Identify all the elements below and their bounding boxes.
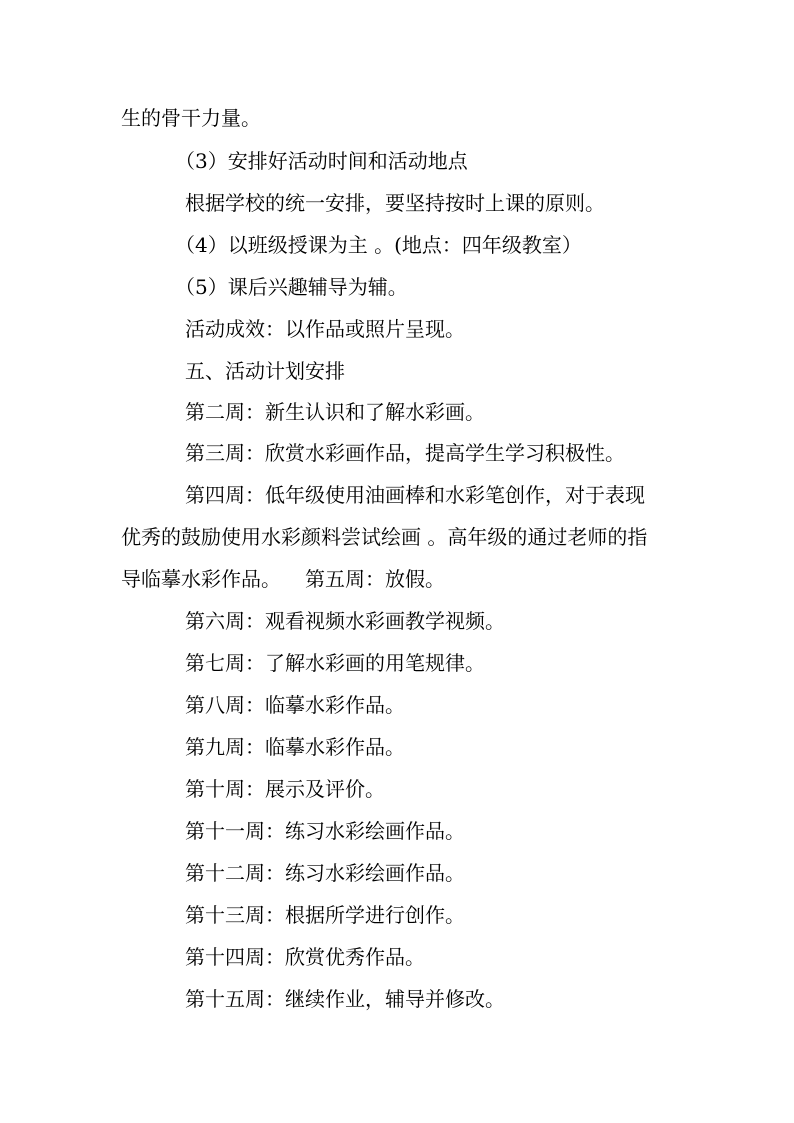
paragraph-line: 根据学校的统一安排，要坚持按时上课的原则。 xyxy=(185,191,605,215)
schedule-line: 第十三周：根据所学进行创作。 xyxy=(185,903,465,927)
paragraph-line: 活动成效：以作品或照片呈现。 xyxy=(185,317,465,341)
paragraph-line: （3）安排好活动时间和活动地点 xyxy=(175,149,468,173)
paragraph-line: 生的骨干力量。 xyxy=(121,106,261,130)
schedule-line: 第八周：临摹水彩作品。 xyxy=(185,693,405,717)
schedule-line: 第六周：观看视频水彩画教学视频。 xyxy=(185,609,505,633)
schedule-line: 第七周：了解水彩画的用笔规律。 xyxy=(185,651,485,675)
paragraph-fragment: 导临摹水彩作品。 xyxy=(121,567,281,591)
paragraph-line: （4）以班级授课为主 。(地点：四年级教室） xyxy=(175,233,582,257)
schedule-fragment: 第五周：放假。 xyxy=(305,567,445,591)
schedule-line: 第三周：欣赏水彩画作品，提高学生学习积极性。 xyxy=(185,441,625,465)
schedule-line: 第四周：低年级使用油画棒和水彩笔创作，对于表现 xyxy=(185,483,645,507)
paragraph-line: 优秀的鼓励使用水彩颜料尝试绘画 。高年级的通过老师的指 xyxy=(121,525,648,549)
schedule-line: 第十二周：练习水彩绘画作品。 xyxy=(185,861,465,885)
schedule-line: 第十五周：继续作业，辅导并修改。 xyxy=(185,987,505,1011)
schedule-line: 第九周：临摹水彩作品。 xyxy=(185,735,405,759)
schedule-line: 第十周：展示及评价。 xyxy=(185,777,385,801)
schedule-line: 第二周：新生认识和了解水彩画。 xyxy=(185,400,485,424)
section-heading: 五、活动计划安排 xyxy=(185,359,345,383)
schedule-line: 第十一周：练习水彩绘画作品。 xyxy=(185,819,465,843)
schedule-line: 第十四周：欣赏优秀作品。 xyxy=(185,945,425,969)
paragraph-line: （5）课后兴趣辅导为辅。 xyxy=(175,275,408,299)
paragraph-line xyxy=(121,558,445,600)
